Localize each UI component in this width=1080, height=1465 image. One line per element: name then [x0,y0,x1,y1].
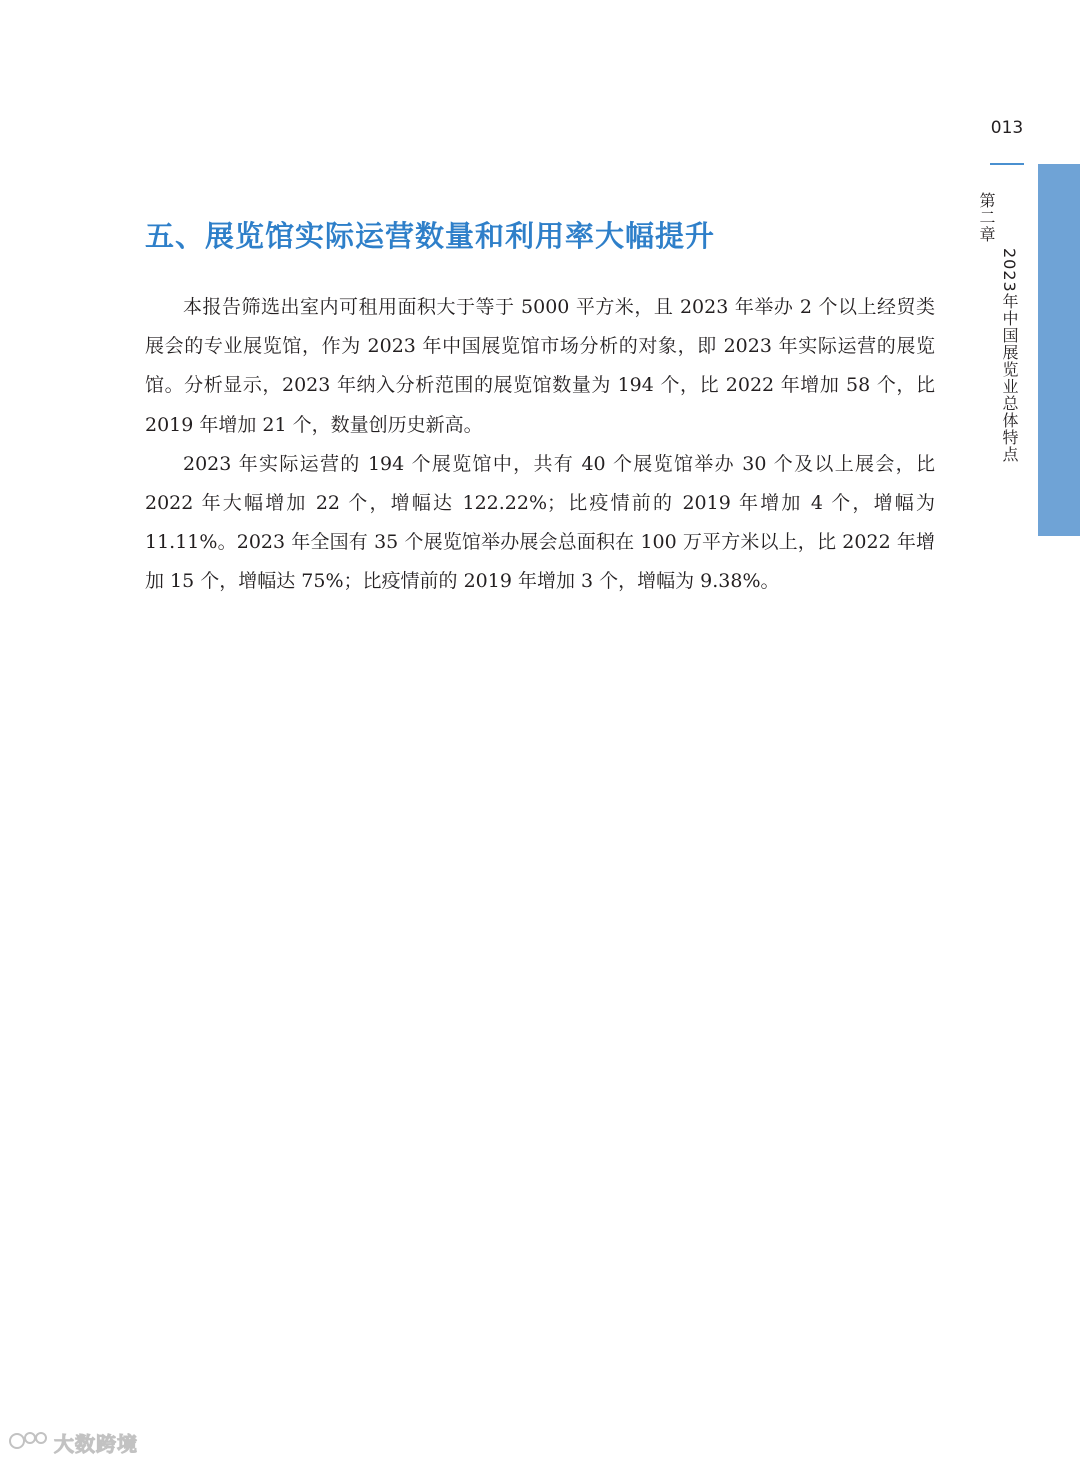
chapter-label: 第二章 [977,192,996,243]
section-body [145,288,935,602]
section-title: 五、展览馆实际运营数量和利用率大幅提升 [145,219,716,253]
watermark-text: 大数跨境 [54,1432,138,1456]
logo-icon [8,1430,50,1456]
page-number: 013 [990,118,1024,138]
running-book-title: 2023年中国展览业总体特点 [1000,248,1019,463]
paragraph: 本报告筛选出室内可租用面积大于等于 5000 平方米，且 2023 年举办 2 个以上经贸类展会的专业展览馆，作为 2023 年中国展览馆市场分析的对象，即 2023 年实际运营的展览馆。分析显示，2023 年纳入分析范围的展览馆数量为 194 个，比 2022 年增加 58 个，比 2019 年增加 21 个，数量创历史新高。 [145,296,935,436]
page-number-rule [990,163,1024,165]
chapter-side-tab [1038,164,1080,536]
paragraph: 2023 年实际运营的 194 个展览馆中，共有 40 个展览馆举办 30 个及以上展会，比 2022 年大幅增加 22 个，增幅达 122.22%；比疫情前的 2019 年增加 4 个，增幅为 11.11%。2023 年全国有 35 个展览馆举办展会总面积在 100 万平方米以上，比 2022 年增加 15 个，增幅达 75%；比疫情前的 2019 年增加 3 个，增幅为 9.38%。 [145,452,935,593]
watermark [8,1428,138,1457]
